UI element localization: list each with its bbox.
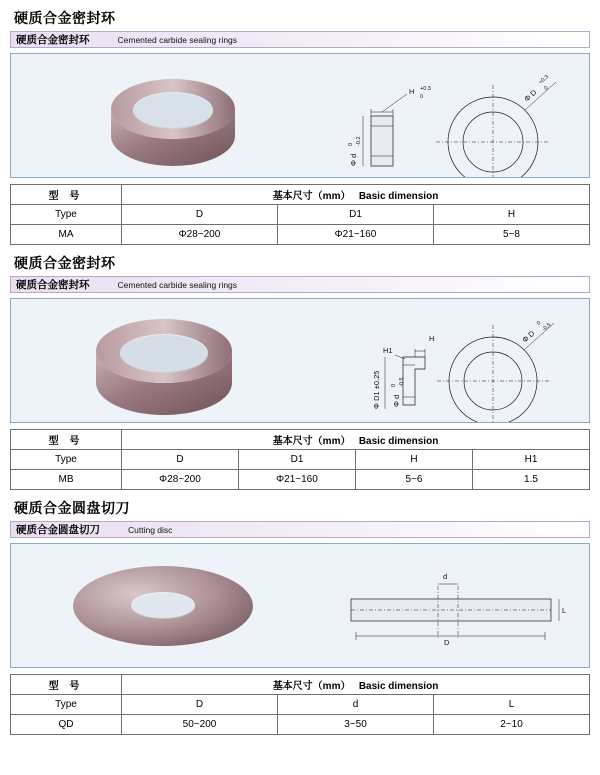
section-cutting-disc: [10, 490, 590, 735]
row-d-value: Φ28~200: [122, 470, 239, 490]
table-row: [11, 675, 590, 695]
svg-text:Φ d: Φ d: [392, 394, 401, 407]
table-row: [11, 430, 590, 450]
caption-chinese: 硬质合金密封环: [16, 279, 90, 291]
table-row: [11, 715, 590, 735]
dim-en: Basic dimension: [358, 681, 439, 692]
row-d1-value: Φ21~160: [278, 225, 434, 245]
svg-text:0: 0: [420, 94, 424, 100]
dim-cn: 基本尺寸（mm）: [272, 436, 351, 447]
svg-text:-0.5: -0.5: [541, 321, 553, 333]
row-small-d-value: 3~50: [278, 715, 434, 735]
col-header-d: D: [122, 695, 278, 715]
svg-text:H1: H1: [383, 346, 393, 355]
svg-text:H: H: [429, 334, 435, 343]
svg-text:0: 0: [391, 383, 397, 387]
col-header-d: D: [122, 205, 278, 225]
table-row: [11, 225, 590, 245]
row-l-value: 2~10: [434, 715, 590, 735]
svg-text:D: D: [444, 638, 450, 647]
svg-text:Φ D1 ±0.25: Φ D1 ±0.25: [372, 370, 381, 409]
row-h1-value: 1.5: [473, 470, 590, 490]
section-title: 硬质合金圆盘切刀: [14, 500, 130, 516]
col-header-l: L: [434, 695, 590, 715]
caption-english: Cutting disc: [128, 524, 173, 535]
caption-bar: [10, 31, 590, 48]
row-d-value: Φ28~200: [122, 225, 278, 245]
row-type-value: MB: [11, 470, 122, 490]
caption-english: Cemented carbide sealing rings: [117, 34, 238, 45]
row-h-value: 5~8: [434, 225, 590, 245]
svg-text:Φ d: Φ d: [349, 153, 358, 166]
header-type-en: Type: [11, 205, 122, 225]
row-d1-value: Φ21~160: [239, 470, 356, 490]
caption-bar: [10, 276, 590, 293]
ring-photo-ma: [111, 79, 235, 166]
col-header-d: D: [122, 450, 239, 470]
row-h-value: 5~6: [356, 470, 473, 490]
header-type-cn: 型 号: [11, 675, 122, 695]
table-row: [11, 205, 590, 225]
svg-text:Φ D: Φ D: [522, 87, 539, 104]
dim-en: Basic dimension: [358, 436, 439, 447]
col-header-small-d: d: [278, 695, 434, 715]
header-type-en: Type: [11, 450, 122, 470]
ring-photo-mb: [96, 319, 232, 415]
header-basic-dimension: [122, 185, 590, 205]
table-row: [11, 185, 590, 205]
svg-text:L: L: [562, 606, 567, 615]
dim-cn: 基本尺寸（mm）: [272, 191, 351, 202]
dim-cn: 基本尺寸（mm）: [272, 681, 351, 692]
svg-text:Φ D: Φ D: [520, 328, 537, 345]
svg-text:-0.5: -0.5: [399, 377, 405, 387]
svg-text:-0.2: -0.2: [356, 136, 362, 146]
caption-chinese: 硬质合金密封环: [16, 34, 90, 46]
figure-panel-mb: [10, 298, 590, 423]
top-view-mb: [437, 316, 554, 422]
section-sealing-ring-ma: [10, 0, 590, 245]
header-type-cn: 型 号: [11, 185, 122, 205]
row-d-value: 50~200: [122, 715, 278, 735]
table-row: [11, 470, 590, 490]
col-header-d1: D1: [239, 450, 356, 470]
caption-bar: [10, 521, 590, 538]
svg-text:H: H: [409, 87, 415, 96]
spec-table-mb: [10, 429, 590, 490]
spec-table-ma: [10, 184, 590, 245]
col-header-d1: D1: [278, 205, 434, 225]
header-type-cn: 型 号: [11, 430, 122, 450]
svg-text:0: 0: [543, 85, 550, 92]
cross-section-ma: [348, 86, 431, 166]
caption-english: Cemented carbide sealing rings: [117, 279, 238, 290]
svg-text:+0.3: +0.3: [420, 86, 431, 92]
section-sealing-ring-mb: [10, 245, 590, 490]
section-title: 硬质合金密封环: [14, 255, 116, 271]
dim-en: Basic dimension: [358, 191, 439, 202]
col-header-h: H: [356, 450, 473, 470]
table-row: [11, 450, 590, 470]
table-row: [11, 695, 590, 715]
cross-section-mb: [372, 334, 434, 409]
figure-panel-ma: [10, 53, 590, 178]
svg-text:0: 0: [348, 142, 354, 146]
header-type-en: Type: [11, 695, 122, 715]
figure-panel-qd: [10, 543, 590, 668]
figure-drawing-qd: [11, 544, 589, 667]
caption-chinese: 硬质合金圆盘切刀: [16, 524, 100, 536]
figure-drawing-ma: [11, 54, 589, 177]
svg-text:0: 0: [535, 320, 543, 327]
svg-text:d: d: [443, 572, 448, 581]
row-type-value: QD: [11, 715, 122, 735]
row-type-value: MA: [11, 225, 122, 245]
side-view-qd: [351, 572, 566, 647]
col-header-h1: H1: [473, 450, 590, 470]
svg-text:+0.3: +0.3: [537, 74, 551, 86]
spec-table-qd: [10, 674, 590, 735]
section-title: 硬质合金密封环: [14, 10, 116, 26]
header-basic-dimension: [122, 430, 590, 450]
top-view-ma: [436, 74, 556, 177]
figure-drawing-mb: [11, 299, 589, 422]
disc-photo: [73, 566, 253, 646]
header-basic-dimension: [122, 675, 590, 695]
col-header-h: H: [434, 205, 590, 225]
